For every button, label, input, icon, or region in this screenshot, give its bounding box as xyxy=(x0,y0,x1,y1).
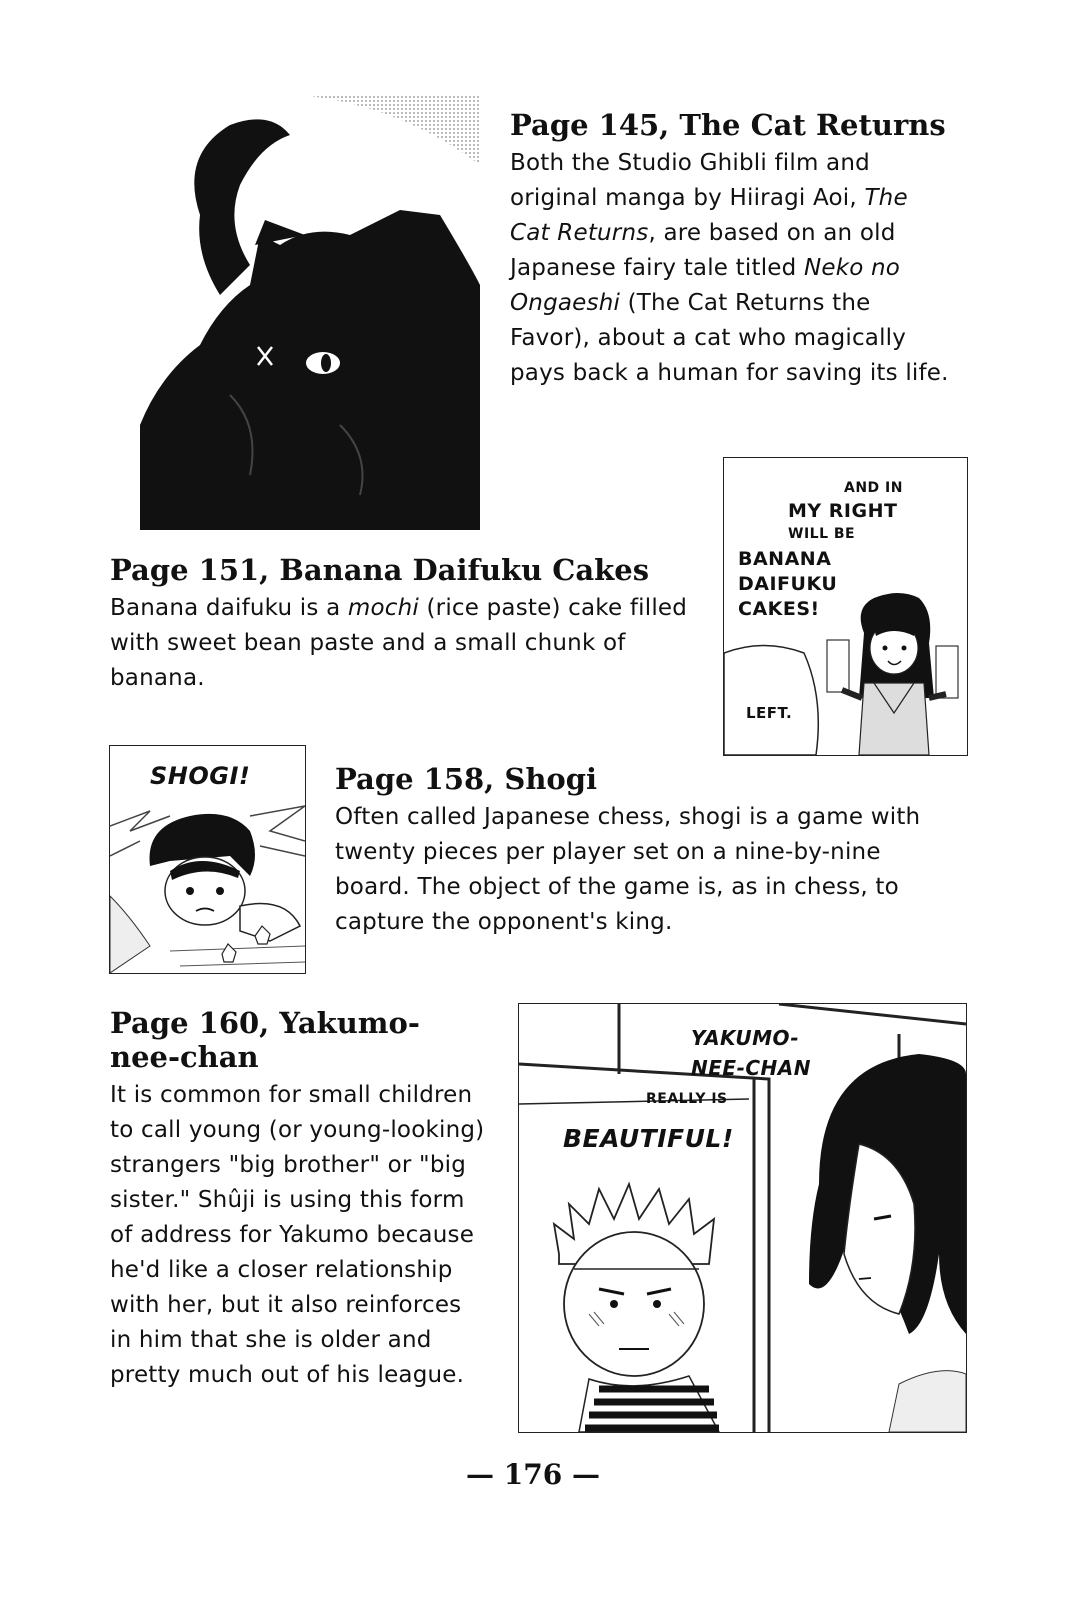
speech-line: BANANA xyxy=(738,548,832,570)
speech-line: NEE-CHAN xyxy=(691,1056,811,1080)
note-body: Often called Japanese chess, shogi is a game with twenty pieces per player set on a nine-by-nine board. The object of the game is, as in chess, to capture the opponent's king. xyxy=(335,804,921,935)
note-cat-returns xyxy=(510,108,950,391)
note-text: (rice paste) cake filled with sweet bean paste and a small chunk of banana. xyxy=(110,595,688,691)
note-heading: Page 160, Yakumo-nee-chan xyxy=(110,1006,420,1074)
speech-line: MY RIGHT xyxy=(788,500,898,522)
shogi-panel xyxy=(109,745,306,974)
speech-line: YAKUMO- xyxy=(691,1026,800,1050)
note-text: (The Cat Returns the Favor), about a cat who magically pays back a human for saving its life. xyxy=(510,290,949,386)
note-body xyxy=(110,591,700,696)
speech-line: REALLY IS xyxy=(646,1091,728,1107)
speech-line: BEAUTIFUL! xyxy=(563,1124,734,1153)
speech-line: CAKES! xyxy=(738,598,820,620)
note-heading: Page 145, The Cat Returns xyxy=(510,108,946,142)
note-title-italic: mochi xyxy=(347,595,419,621)
note-banana-daifuku xyxy=(110,553,700,696)
note-heading: Page 158, Shogi xyxy=(335,762,598,796)
cat-illustration xyxy=(140,95,480,530)
note-yakumo-nee-chan xyxy=(110,1006,485,1393)
note-body: It is common for small children to call young (or young-looking) strangers "big brother" or "big sister." Shûji is using this form of address for Yakumo because he'd like a closer relationship with her, but it also reinforces in him that she is older and pretty much out of his league. xyxy=(110,1082,485,1388)
note-text: Both the Studio Ghibli film and original manga by Hiiragi Aoi, xyxy=(510,150,870,211)
note-heading: Page 151, Banana Daifuku Cakes xyxy=(110,553,650,587)
yakumo-panel xyxy=(518,1003,967,1433)
note-body xyxy=(510,146,950,391)
note-text: , are based on an old Japanese fairy tale titled xyxy=(510,220,896,281)
speech-line: LEFT. xyxy=(746,704,793,722)
note-shogi xyxy=(335,762,955,940)
speech-line: AND IN xyxy=(844,480,903,496)
note-text: Banana daifuku is a xyxy=(110,595,341,621)
shogi-sfx: SHOGI! xyxy=(150,762,251,790)
speech-line: DAIFUKU xyxy=(738,573,838,595)
note-title-italic: Neko no Ongaeshi xyxy=(510,255,901,316)
daifuku-panel xyxy=(723,457,968,756)
speech-line: WILL BE xyxy=(788,526,856,542)
page-number: — 176 — xyxy=(466,1458,600,1491)
note-title-italic: The Cat Returns xyxy=(510,185,908,246)
